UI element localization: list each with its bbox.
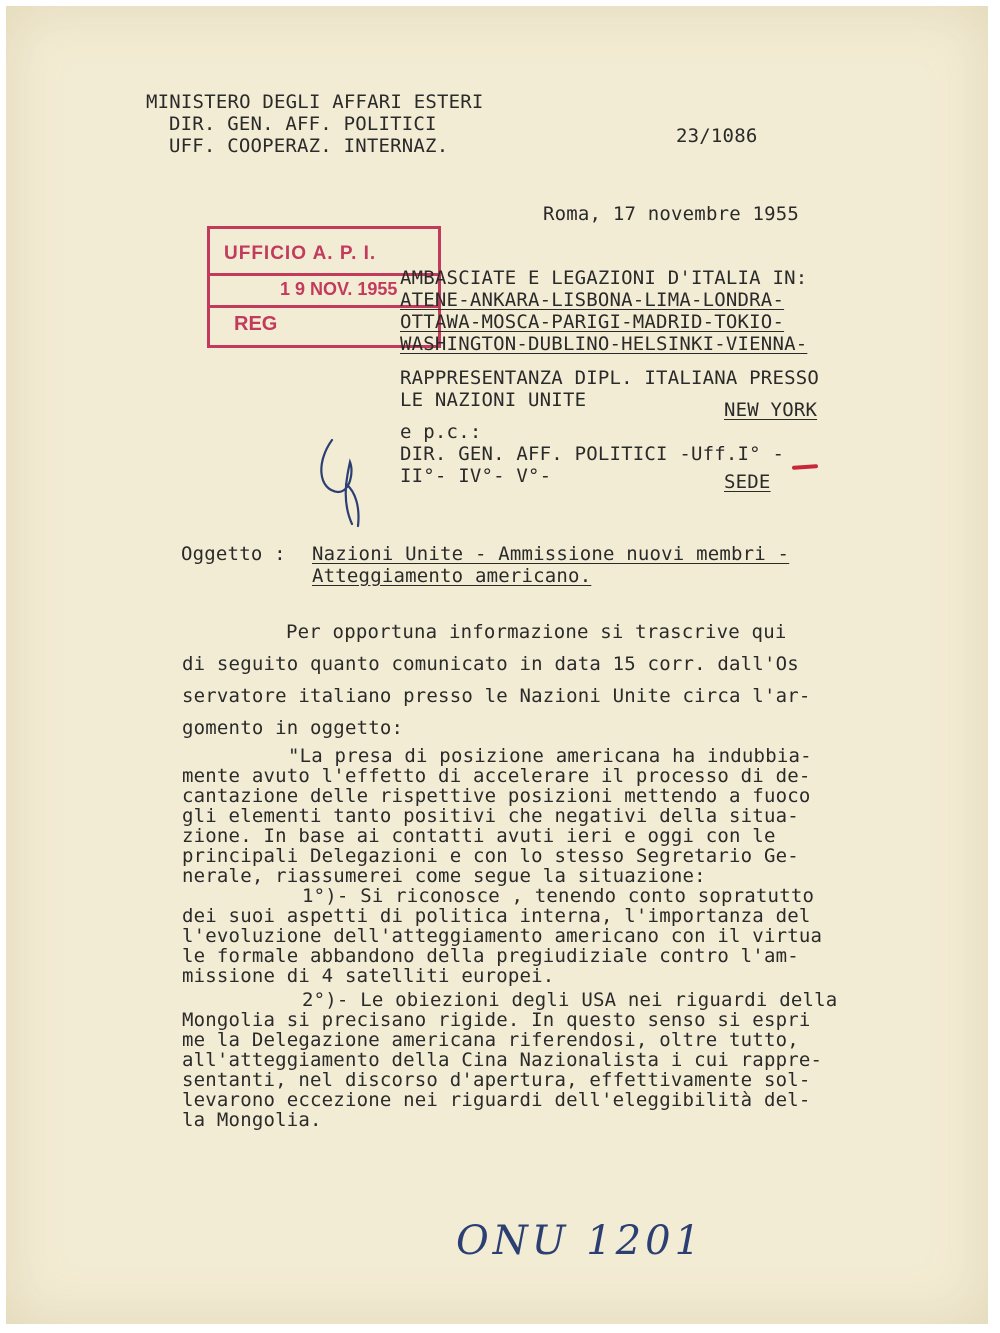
body-line: 2°)- Le obiezioni degli USA nei riguardi della xyxy=(302,989,838,1011)
sede: SEDE xyxy=(724,471,771,493)
body-line: le formale abbandono della pregiudiziale contro l'am- xyxy=(182,945,799,967)
body-line: gomento in oggetto: xyxy=(182,717,404,739)
body-line: mente avuto l'effetto di accelerare il processo di de- xyxy=(182,765,811,787)
stamp-date: 1 9 NOV. 1955 xyxy=(280,279,398,299)
ministry-line-1: MINISTERO DEGLI AFFARI ESTERI xyxy=(146,91,484,113)
recipients-heading: AMBASCIATE E LEGAZIONI D'ITALIA IN: xyxy=(400,267,808,289)
body-line: servatore italiano presso le Nazioni Unite circa l'ar- xyxy=(182,685,811,707)
body-line: nerale, riassumerei come segue la situazione: xyxy=(182,865,706,887)
recipients-cities-3: WASHINGTON-DUBLINO-HELSINKI-VIENNA- xyxy=(400,333,808,355)
body-line: gli elementi tanto positivi che negativi della situa- xyxy=(182,805,799,827)
body-line: di seguito quanto comunicato in data 15 corr. dall'Os xyxy=(182,653,799,675)
recipients-cities-2: OTTAWA-MOSCA-PARIGI-MADRID-TOKIO- xyxy=(400,311,785,333)
body-line: missione di 4 satelliti europei. xyxy=(182,965,555,987)
subject-line-2: Atteggiamento americano. xyxy=(312,565,592,587)
letter-page xyxy=(6,6,988,1324)
new-york: NEW YORK xyxy=(724,399,818,421)
body-line: cantazione delle rispettive posizioni mettendo a fuoco xyxy=(182,785,811,807)
red-pencil-mark xyxy=(792,464,818,470)
handwritten-initials xyxy=(306,432,386,532)
place-date: Roma, 17 novembre 1955 xyxy=(543,203,800,225)
subject-label: Oggetto : xyxy=(181,543,286,565)
body-line: la Mongolia. xyxy=(182,1109,322,1131)
cc-line-1: DIR. GEN. AFF. POLITICI -Uff.I° - xyxy=(400,443,785,465)
body-line: principali Delegazioni e con lo stesso Segretario Ge- xyxy=(182,845,799,867)
body-line: dei suoi aspetti di politica interna, l'importanza del xyxy=(182,905,811,927)
body-line: all'atteggiamento della Cina Nazionalista i cui rappre- xyxy=(182,1049,823,1071)
cc-line-2: II°- IV°- V°- xyxy=(400,465,552,487)
cc-label: e p.c.: xyxy=(400,421,482,443)
body-line: me la Delegazione americana riferendosi, oltre tutto, xyxy=(182,1029,799,1051)
stamp-title: UFFICIO A. P. I. xyxy=(224,243,377,264)
un-representation-2: LE NAZIONI UNITE xyxy=(400,389,587,411)
protocol-number: 23/1086 xyxy=(676,125,758,147)
ministry-line-2: DIR. GEN. AFF. POLITICI xyxy=(169,113,437,135)
ministry-line-3: UFF. COOPERAZ. INTERNAZ. xyxy=(169,135,449,157)
body-line: Mongolia si precisano rigide. In questo senso si espri xyxy=(182,1009,811,1031)
archive-mark: ONU 1201 xyxy=(456,1218,705,1264)
subject-line-1: Nazioni Unite - Ammissione nuovi membri - xyxy=(312,543,790,565)
body-line: sentanti, nel discorso d'apertura, effettivamente sol- xyxy=(182,1069,811,1091)
recipients-cities-1: ATENE-ANKARA-LISBONA-LIMA-LONDRA- xyxy=(400,289,785,311)
un-representation: RAPPRESENTANZA DIPL. ITALIANA PRESSO xyxy=(400,367,820,389)
body-line: 1°)- Si riconosce , tenendo conto sopratutto xyxy=(302,885,815,907)
body-line: Per opportuna informazione si trascrive qui xyxy=(286,621,787,643)
body-line: l'evoluzione dell'atteggiamento americano con il virtua xyxy=(182,925,823,947)
stamp-reg: REG xyxy=(234,313,278,335)
body-line: zione. In base ai contatti avuti ieri e oggi con le xyxy=(182,825,776,847)
body-line: levarono eccezione nei riguardi dell'eleggibilità del- xyxy=(182,1089,811,1111)
body-line: "La presa di posizione americana ha indubbia- xyxy=(288,745,812,767)
